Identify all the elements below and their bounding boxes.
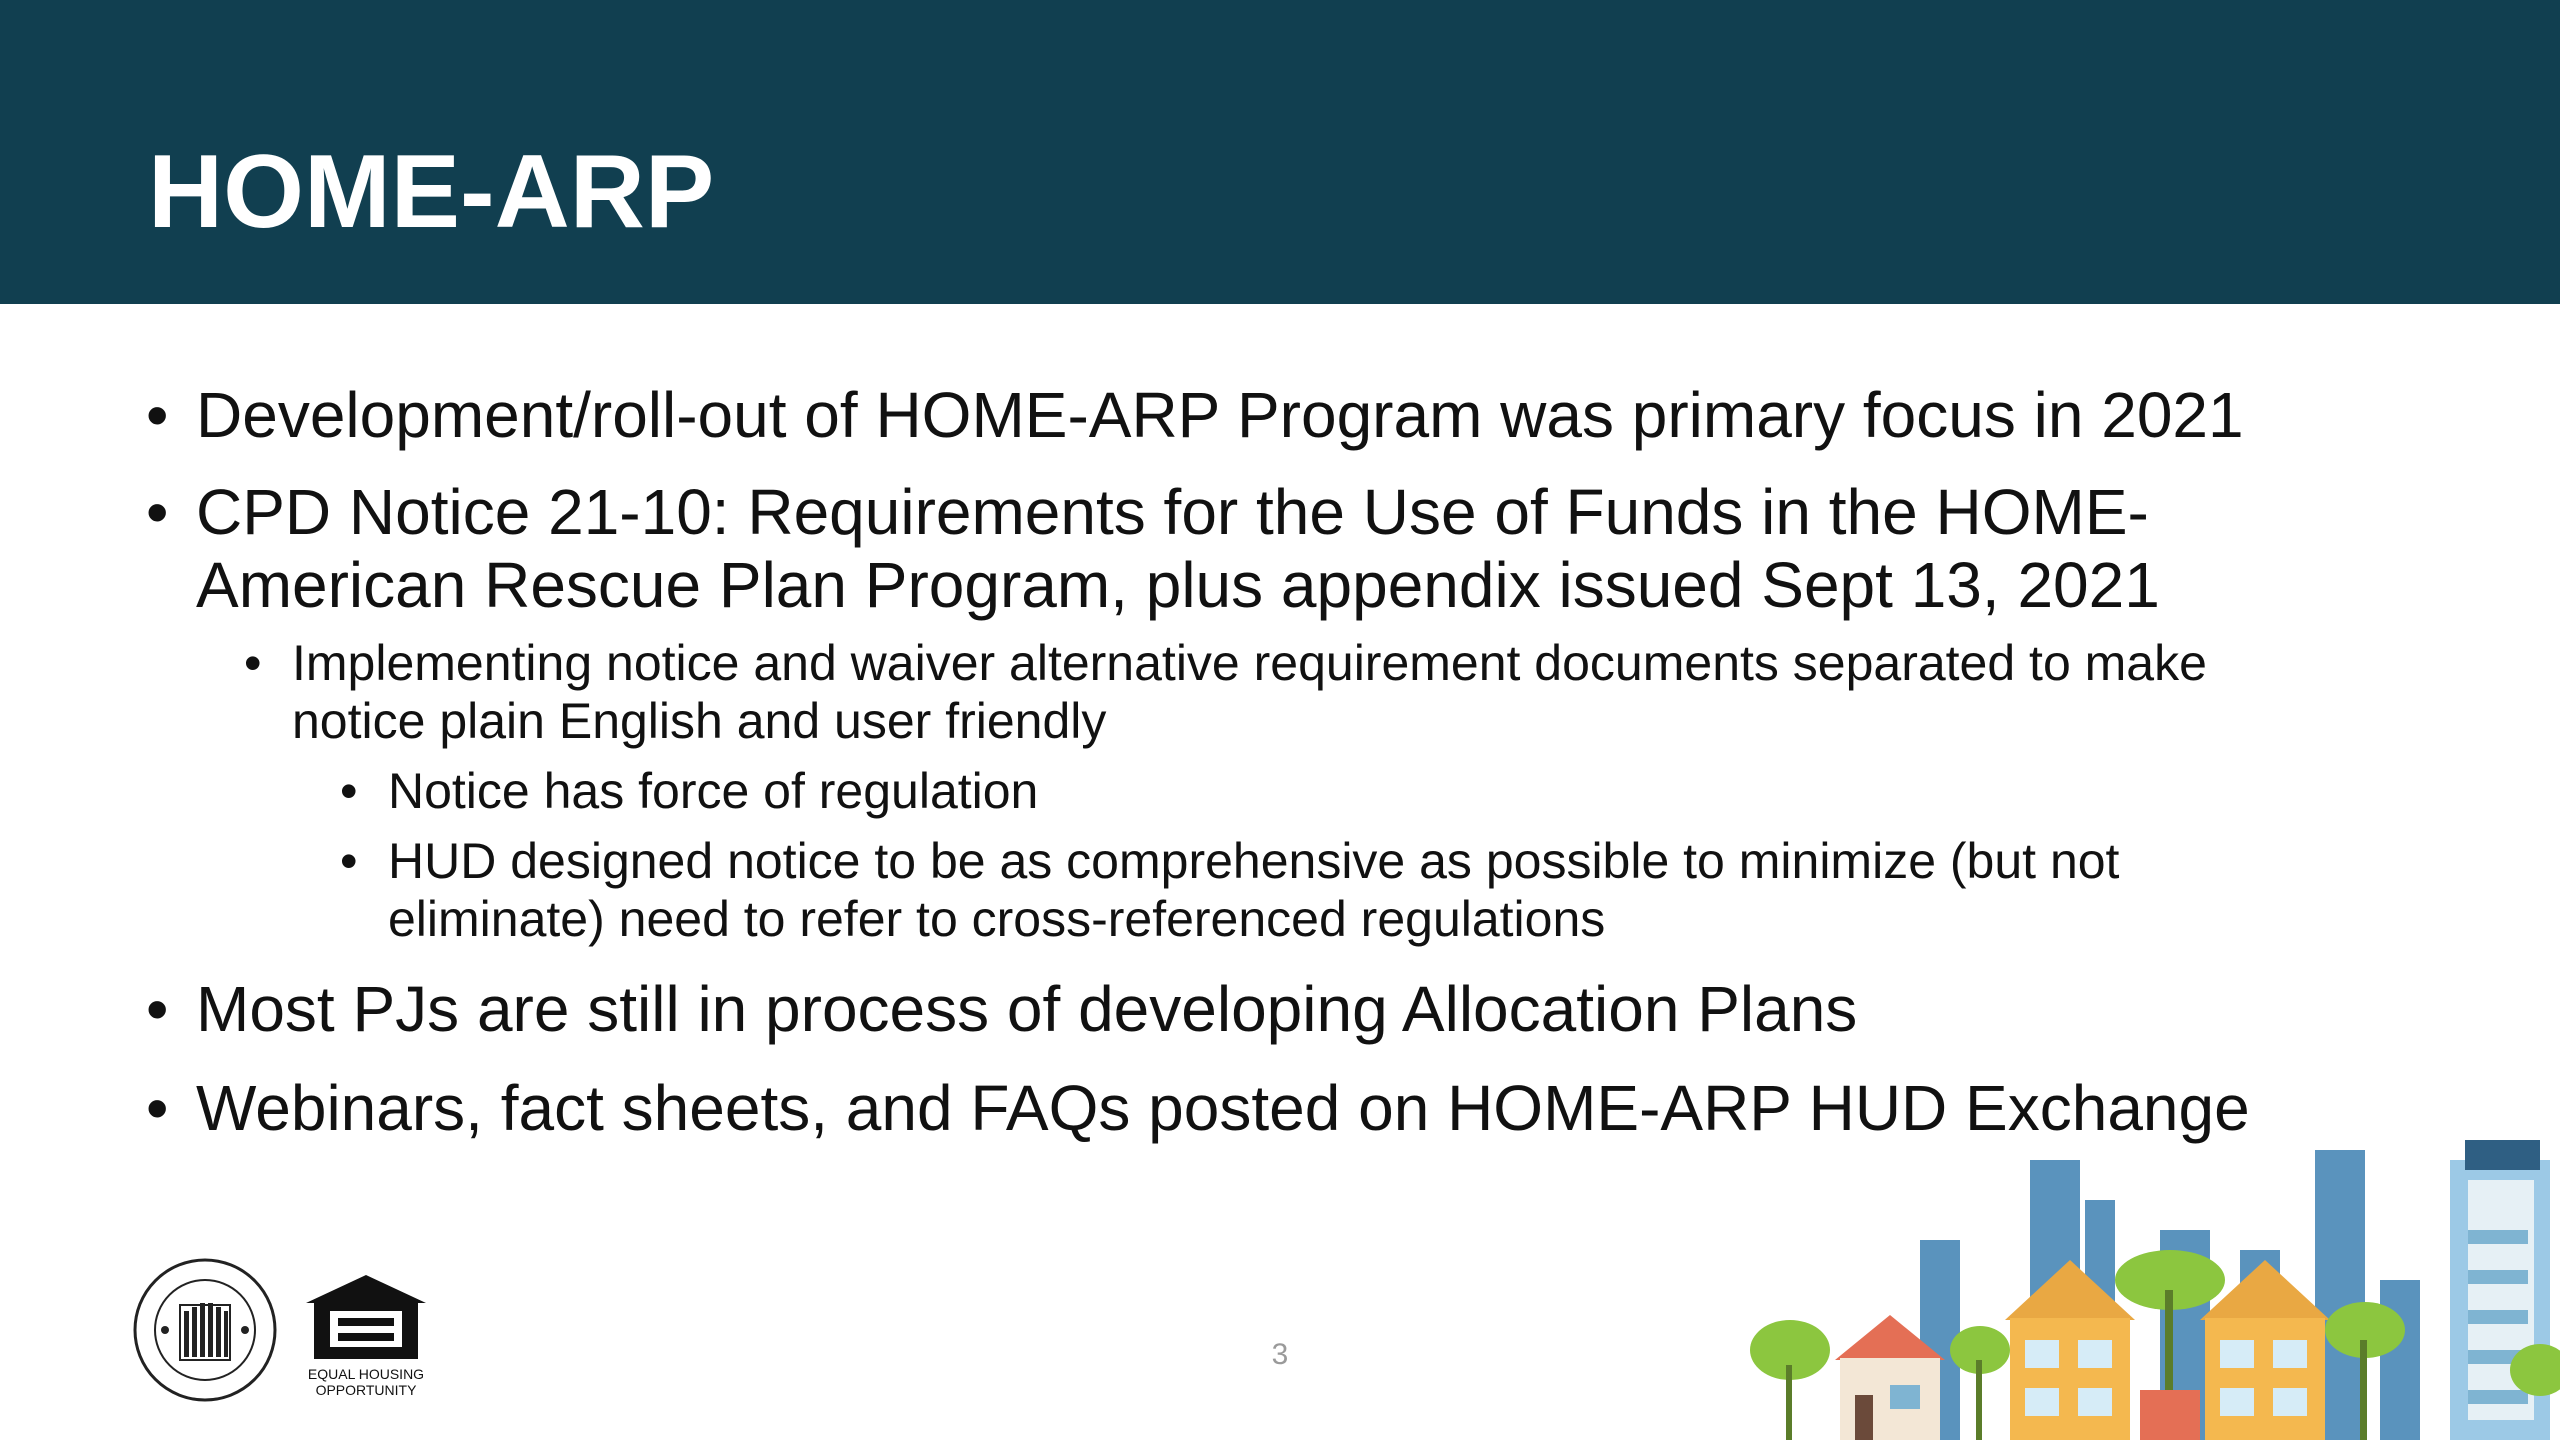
bullet-marker: • xyxy=(244,635,262,691)
equal-housing-icon xyxy=(306,1275,426,1398)
bullet-marker: • xyxy=(146,476,169,548)
sub-sub-bullet-item xyxy=(340,832,2119,948)
bullet-item xyxy=(146,379,2244,452)
eho-label-2: OPPORTUNITY xyxy=(315,1382,417,1398)
bullet-marker: • xyxy=(146,973,169,1045)
hud-seal-icon xyxy=(135,1260,275,1400)
sub-sub-bullet-item xyxy=(340,762,1038,820)
bullet-text: CPD Notice 21-10: Requirements for the Use of Funds in the HOME- American Rescue Plan Program, plus appendix issued Sept 13, 2021 xyxy=(196,476,2160,621)
bullet-marker: • xyxy=(146,1072,169,1144)
bullet-item xyxy=(146,973,1857,1046)
bullet-text: Most PJs are still in process of developing Allocation Plans xyxy=(196,973,1858,1045)
city-skyline-illustration xyxy=(1740,1140,2560,1440)
bullet-text: Implementing notice and waiver alternative requirement documents separated to make notice plain English and user friendly xyxy=(292,635,2207,749)
bullet-text: Development/roll-out of HOME-ARP Program was primary focus in 2021 xyxy=(196,379,2244,451)
sub-bullet-item xyxy=(244,634,2207,750)
bullet-text: Webinars, fact sheets, and FAQs posted on HOME-ARP HUD Exchange xyxy=(196,1072,2250,1144)
slide-title: HOME-ARP xyxy=(148,134,715,250)
bullet-text: Notice has force of regulation xyxy=(388,763,1039,819)
eho-label-1: EQUAL HOUSING xyxy=(307,1366,425,1382)
bullet-item xyxy=(146,1072,2250,1145)
bullet-item xyxy=(146,476,2160,622)
bullet-marker: • xyxy=(340,833,358,889)
bullet-marker: • xyxy=(146,379,169,451)
houses xyxy=(1835,1260,2330,1440)
page-number: 3 xyxy=(1271,1338,1289,1371)
footer-logos xyxy=(130,1255,440,1405)
bullet-marker: • xyxy=(340,763,358,819)
bullet-text: HUD designed notice to be as comprehensive as possible to minimize (but not eliminate) need to refer to cross-referenced regulations xyxy=(388,833,2120,947)
